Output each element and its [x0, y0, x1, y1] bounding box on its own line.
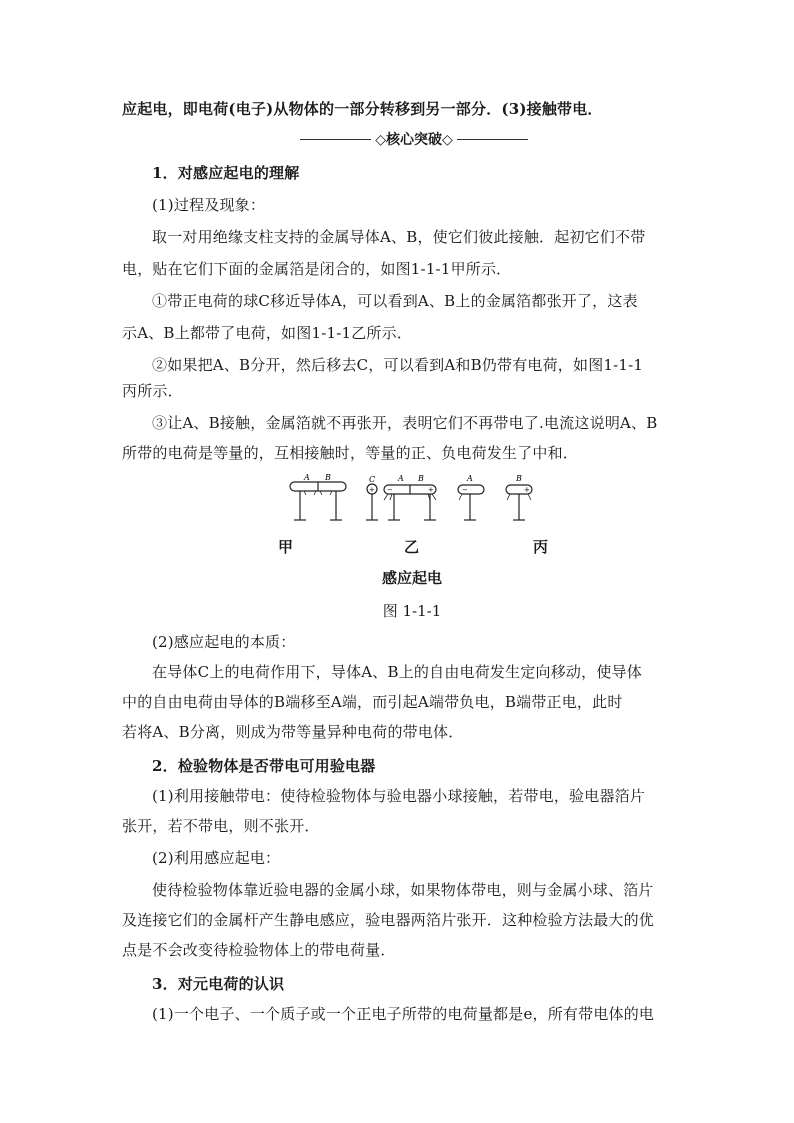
- text-line: 及连接它们的金属杆产生静电感应，验电器两箔片张开．这种检验方法最大的优: [122, 911, 655, 929]
- text-line: 电，贴在它们下面的金属箔是闭合的，如图1-1-1甲所示．: [122, 260, 512, 278]
- text-line: 所带的电荷是等量的，互相接触时，等量的正、负电荷发生了中和．: [122, 444, 579, 462]
- text-line: (2)感应起电的本质：: [152, 633, 296, 651]
- subheading: 3．对元电荷的认识: [152, 975, 285, 993]
- induction-figure: [280, 472, 540, 532]
- figure-caption: 感应起电: [381, 569, 442, 587]
- label-b-bing: B: [516, 474, 522, 483]
- text-line: (1)一个电子、一个质子或一个正电子所带的电荷量都是e，所有带电体的电: [152, 1005, 655, 1023]
- text-line: 张开，若不带电，则不张开．: [122, 817, 320, 835]
- label-b-yi: B: [418, 474, 424, 483]
- text-line: (1)过程及现象：: [152, 196, 266, 214]
- text-line: 应起电，即电荷(电子)从物体的一部分转移到另一部分．(3)接触带电．: [122, 100, 603, 118]
- text-line: 使待检验物体靠近验电器的金属小球，如果物体带电，则与金属小球、箔片: [152, 881, 654, 899]
- text-line: (1)利用接触带电：使待检验物体与验电器小球接触，若带电，验电器箔片: [152, 787, 646, 805]
- plus-sign-bing: +: [524, 486, 530, 494]
- minus-sign-bing: −: [462, 486, 468, 494]
- text-line: (2)利用感应起电：: [152, 849, 281, 867]
- panel-jia-apparatus: [290, 482, 346, 520]
- panel-label-jia: 甲: [278, 538, 294, 556]
- text-line: ②如果把A、B分开，然后移去C，可以看到A和B仍带有电荷，如图1-1-1: [152, 356, 644, 374]
- label-a-jia: A: [304, 473, 310, 482]
- panel-label-yi: 乙: [404, 538, 420, 556]
- text-line: ①带正电荷的球C移近导体A，可以看到A、B上的金属箔都张开了，这表: [152, 292, 638, 310]
- text-line: 丙所示．: [122, 382, 183, 400]
- subheading: 2．检验物体是否带电可用验电器: [152, 757, 376, 775]
- text-line: 中的自由电荷由导体的B端移至A端，而引起A端带负电，B端带正电，此时: [122, 693, 623, 711]
- minus-sign-yi: −: [387, 486, 393, 494]
- text-line: 示A、B上都带了电荷，如图1-1-1乙所示．: [122, 324, 413, 342]
- text-line: 取一对用绝缘支柱支持的金属导体A、B，使它们彼此接触．起初它们不带: [152, 228, 646, 246]
- section-title: ◇核心突破◇: [375, 132, 453, 148]
- section-heading: [300, 129, 528, 149]
- panel-label-bing: 丙: [533, 538, 549, 556]
- plus-sign-yi: +: [428, 486, 434, 494]
- label-c-yi: C: [369, 475, 376, 484]
- text-line: ③让A、B接触，金属箔就不再张开，表明它们不再带电了.电流这说明A、B: [152, 414, 658, 432]
- label-a-yi: A: [398, 474, 404, 483]
- text-line: 点是不会改变待检验物体上的带电荷量．: [122, 941, 396, 959]
- heading-rule-left: [300, 139, 371, 140]
- label-a-bing: A: [467, 474, 473, 483]
- subheading: 1．对感应起电的理解: [152, 164, 300, 182]
- label-b-jia: B: [325, 473, 331, 482]
- figure-number: 图 1-1-1: [382, 602, 442, 620]
- text-line: 在导体C上的电荷作用下，导体A、B上的自由电荷发生定向移动，使导体: [152, 663, 642, 681]
- text-line: 若将A、B分离，则成为带等量异种电荷的带电体．: [122, 723, 464, 741]
- heading-rule-right: [457, 139, 528, 140]
- panel-bing-apparatus: [458, 485, 532, 520]
- plus-sign-c: +: [369, 486, 375, 494]
- panel-yi-apparatus: [366, 484, 436, 520]
